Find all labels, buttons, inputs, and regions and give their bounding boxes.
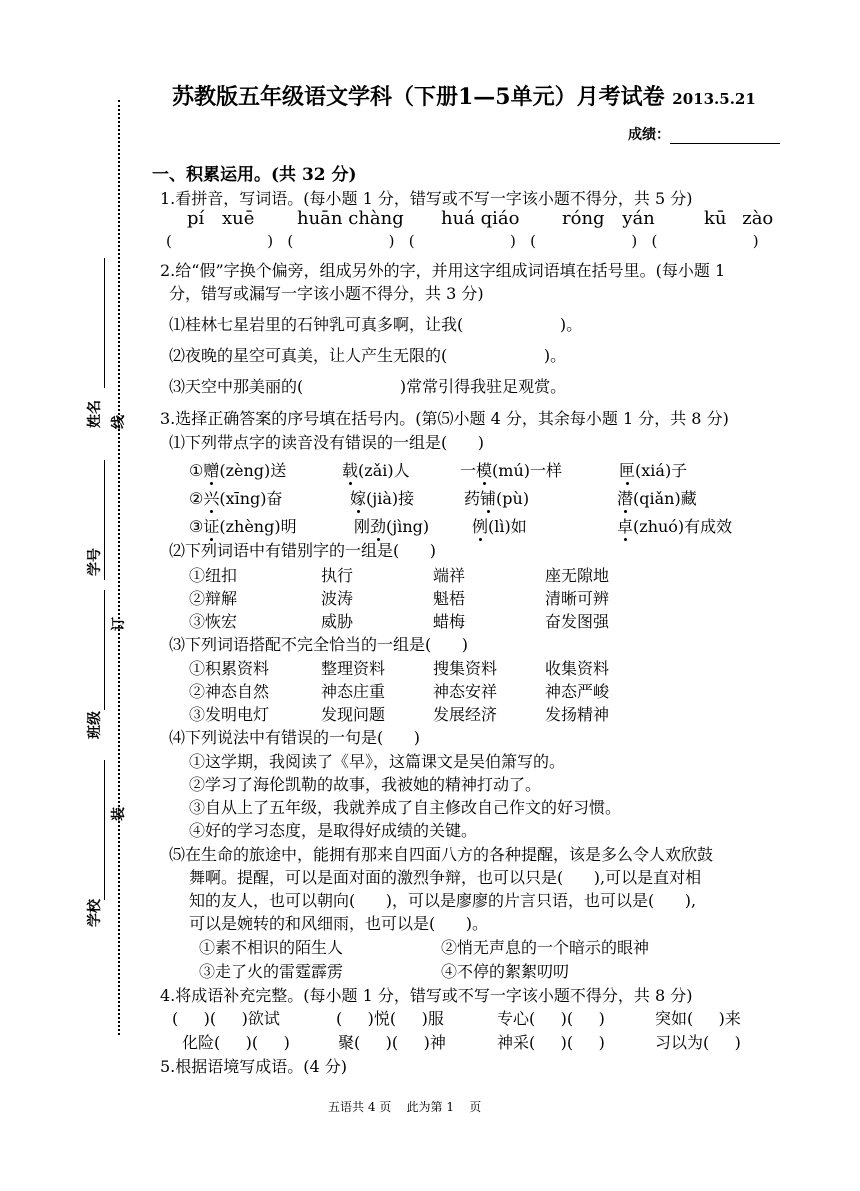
q3-3-r1c2: 整理资料: [321, 659, 386, 678]
label-name: 姓名: [87, 400, 103, 428]
q3-1-row3-c: [472, 514, 527, 537]
q3-1-row1-d: [619, 458, 687, 481]
q3-1-row3-b: [354, 514, 429, 537]
q3-1-r3c-post: (lì)如: [488, 517, 527, 536]
q3-2-r2c3: 魁梧: [433, 589, 466, 608]
q3-instruction: 3.选择正确答案的序号填在括号内。(第⑸小题 4 分，其余每小题 1 分，共 8 分): [160, 409, 729, 428]
q1-pinyin-2: huān chàng: [297, 208, 404, 229]
q3-1-row1-b: [342, 458, 410, 481]
q3-3-r2c2: 神态庄重: [321, 682, 386, 701]
q3-3-r3c1: ③发明电灯: [189, 705, 270, 724]
class-underline: [104, 590, 105, 710]
q4-r2-1[interactable]: 化险( )( ): [182, 1033, 290, 1052]
q3-1-r1a-post: (zèng)送: [219, 461, 287, 480]
q3-3-r3c2: 发现问题: [321, 705, 386, 724]
q3-5-line1: ⑸在生命的旅途中，能拥有那来自四面八方的各种提醒，该是多么令人欢欣鼓: [169, 845, 714, 864]
label-zhuang: 装: [111, 807, 127, 821]
q5-instruction: 5.根据语境写成语。(4 分): [160, 1057, 348, 1076]
score-blank[interactable]: [670, 129, 780, 144]
q3-4-item-4: ④好的学习态度，是取得好成绩的关键。: [189, 821, 478, 840]
dotted-char: 卓: [617, 514, 633, 537]
dotted-char: 铺: [480, 486, 496, 509]
q3-1-row2-b: [350, 486, 414, 509]
q4-r1-3[interactable]: 专心( )( ): [497, 1009, 605, 1028]
q2-item-3[interactable]: ⑶天空中那美丽的( )常常引得我驻足观赏。: [169, 377, 567, 396]
q4-r2-3[interactable]: 神采( )( ): [497, 1033, 605, 1052]
q3-2-r2c2: 波涛: [321, 589, 354, 608]
q3-1-r1c-pre: 一: [460, 461, 477, 480]
q3-2-r3c4: 奋发图强: [545, 612, 610, 631]
q3-1-r1d-post: (xiá)子: [635, 461, 688, 480]
dotted-char: 匣: [619, 458, 635, 481]
q3-5-option-4: ④不停的絮絮叨叨: [441, 962, 570, 981]
q3-5-option-3: ③走了火的雷霆霹雳: [199, 962, 344, 981]
q3-2-r2c1: ②辩解: [189, 589, 238, 608]
q1-pinyin-5: kū zào: [704, 208, 774, 229]
score-field: [628, 124, 780, 144]
dotted-char: 嫁: [350, 486, 366, 509]
q3-1-row1-a: [189, 458, 286, 481]
score-label: 成绩：: [628, 127, 670, 143]
number-underline: [104, 460, 105, 580]
q3-1-r2a-pre: ②: [189, 489, 204, 508]
q3-1-r3b-pre: 刚: [354, 517, 371, 536]
page-footer: 五语共 4 页 此为第 1 页: [328, 1100, 482, 1114]
q3-1-row3-d: [617, 514, 732, 537]
q3-3-r2c1: ②神态自然: [189, 682, 270, 701]
q3-1-r2d-post: (qiǎn)藏: [633, 489, 697, 508]
q3-1-row2-c: [464, 486, 529, 509]
q3-3-r2c4: 神态严峻: [545, 682, 610, 701]
q3-2-r3c3: 蜡梅: [433, 612, 466, 631]
q3-5-line3[interactable]: 知的友人，也可以朝向( )，可以是廖廖的片言只语，也可以是( ),: [189, 891, 697, 910]
q3-1-row1-c: [460, 458, 562, 481]
q3-1-r2c-post: (pù): [496, 489, 530, 508]
q1-pinyin-4: róng yán: [562, 208, 655, 229]
q2-instruction-line2: 分，错写或漏写一字该小题不得分，共 3 分): [169, 284, 484, 303]
dotted-char: 载: [342, 458, 358, 481]
q3-4-item-3: ③自从上了五年级，我就养成了自主修改自己作文的好习惯。: [189, 798, 622, 817]
q3-2-r3c2: 威胁: [321, 612, 354, 631]
q3-1-r1b-post: (zǎi)人: [358, 461, 410, 480]
q3-1-r3d-post: (zhuó)有成效: [633, 517, 733, 536]
dotted-char: 模: [476, 458, 492, 481]
label-ding: 订: [111, 617, 127, 631]
q3-3-r2c3: 神态安祥: [433, 682, 498, 701]
exam-title-text: 苏教版五年级语文学科（下册1—5单元）月考试卷: [172, 84, 665, 110]
school-underline: [104, 760, 105, 900]
q4-instruction: 4.将成语补充完整。(每小题 1 分，错写或不写一字该小题不得分，共 8 分): [160, 986, 693, 1005]
q3-3-r3c3: 发展经济: [433, 705, 498, 724]
q3-3-r1c3: 搜集资料: [433, 659, 498, 678]
q3-2-r1c2: 执行: [321, 566, 354, 585]
q3-3-r1c1: ①积累资料: [189, 659, 270, 678]
q4-r2-2[interactable]: 聚( )( )神: [338, 1033, 446, 1052]
dotted-char: 潜: [617, 486, 633, 509]
section-1-heading: 一、积累运用。(共 32 分): [152, 165, 357, 185]
exam-date: 2013.5.21: [672, 90, 756, 108]
dotted-char: 证: [203, 514, 219, 537]
q1-answer-blanks[interactable]: ( ) ( ) ( ) ( ) ( ): [166, 232, 759, 250]
q3-2-r1c4: 座无隙地: [545, 566, 610, 585]
q3-5-line2[interactable]: 舞啊。提醒，可以是面对面的激烈争辩，也可以只是( ),可以是直对相: [189, 868, 702, 887]
q4-r1-4[interactable]: 突如( )来: [655, 1009, 741, 1028]
q3-1-r3b-post: (jìng): [386, 517, 430, 536]
q3-2-r3c1: ③恢宏: [189, 612, 238, 631]
q3-3-stem[interactable]: ⑶下列词语搭配不完全恰当的一组是( ): [169, 635, 469, 654]
binding-dotted-line: [118, 100, 120, 1035]
q3-1-r3a-pre: ③: [189, 517, 204, 536]
q1-pinyin-1: pí xuē: [187, 208, 255, 229]
q3-1-row3-a: [189, 514, 297, 537]
q2-item-2[interactable]: ⑵夜晚的星空可真美，让人产生无限的( )。: [169, 346, 567, 365]
q3-1-r1c-post: (mú)一样: [492, 461, 562, 480]
dotted-char: 例: [472, 514, 488, 537]
dotted-char: 赠: [203, 458, 219, 481]
q3-5-option-1: ①素不相识的陌生人: [199, 938, 344, 957]
name-underline: [104, 258, 105, 388]
label-xian: 线: [111, 415, 127, 429]
q2-instruction-line1: 2.给“假”字换个偏旁，组成另外的字，并用这字组成词语填在括号里。(每小题 1: [160, 261, 726, 280]
q3-4-item-2: ②学习了海伦凯勒的故事，我被她的精神打动了。: [189, 775, 542, 794]
q3-3-r1c4: 收集资料: [545, 659, 610, 678]
q1-instruction: 1.看拼音，写词语。(每小题 1 分，错写或不写一字该小题不得分，共 5 分): [160, 189, 693, 208]
q3-1-row2-d: [617, 486, 697, 509]
label-school: 学校: [87, 899, 103, 927]
q3-4-item-1: ①这学期，我阅读了《早》，这篇课文是吴伯箫写的。: [189, 752, 566, 771]
q3-4-stem[interactable]: ⑷下列说法中有错误的一句是( ): [169, 728, 421, 747]
q3-5-line4[interactable]: 可以是婉转的和风细雨，也可以是( )。: [189, 914, 489, 933]
q2-item-1[interactable]: ⑴桂林七星岩里的石钟乳可真多啊，让我( )。: [169, 315, 583, 334]
q3-2-stem[interactable]: ⑵下列词语中有错别字的一组是( ): [169, 541, 437, 560]
label-number: 学号: [87, 548, 103, 576]
q3-1-row2-a: [189, 486, 283, 509]
q3-1-r3a-post: (zhèng)明: [219, 517, 297, 536]
dotted-char: 兴: [203, 486, 219, 509]
label-class: 班级: [87, 711, 103, 739]
q1-pinyin-3: huá qiáo: [441, 208, 520, 229]
q3-2-r1c3: 端祥: [433, 566, 466, 585]
q3-1-r2b-post: (jià)接: [366, 489, 415, 508]
q3-1-r2a-post: (xīng)奋: [219, 489, 283, 508]
dotted-char: 劲: [370, 514, 386, 537]
q3-1-r1a-pre: ①: [189, 461, 204, 480]
q3-2-r1c1: ①纽扣: [189, 566, 238, 585]
q3-1-r2c-pre: 药: [464, 489, 481, 508]
q4-r1-2[interactable]: ( )悦( )服: [336, 1009, 444, 1028]
q4-r1-1[interactable]: ( )( )欲试: [172, 1009, 280, 1028]
exam-title: [172, 80, 756, 111]
q3-1-stem[interactable]: ⑴下列带点字的读音没有错误的一组是( ): [169, 433, 485, 452]
q3-5-option-2: ②悄无声息的一个暗示的眼神: [441, 938, 650, 957]
q4-r2-4[interactable]: 习以为( ): [655, 1033, 741, 1052]
q3-3-r3c4: 发扬精神: [545, 705, 610, 724]
q3-2-r2c4: 清晰可辨: [545, 589, 610, 608]
